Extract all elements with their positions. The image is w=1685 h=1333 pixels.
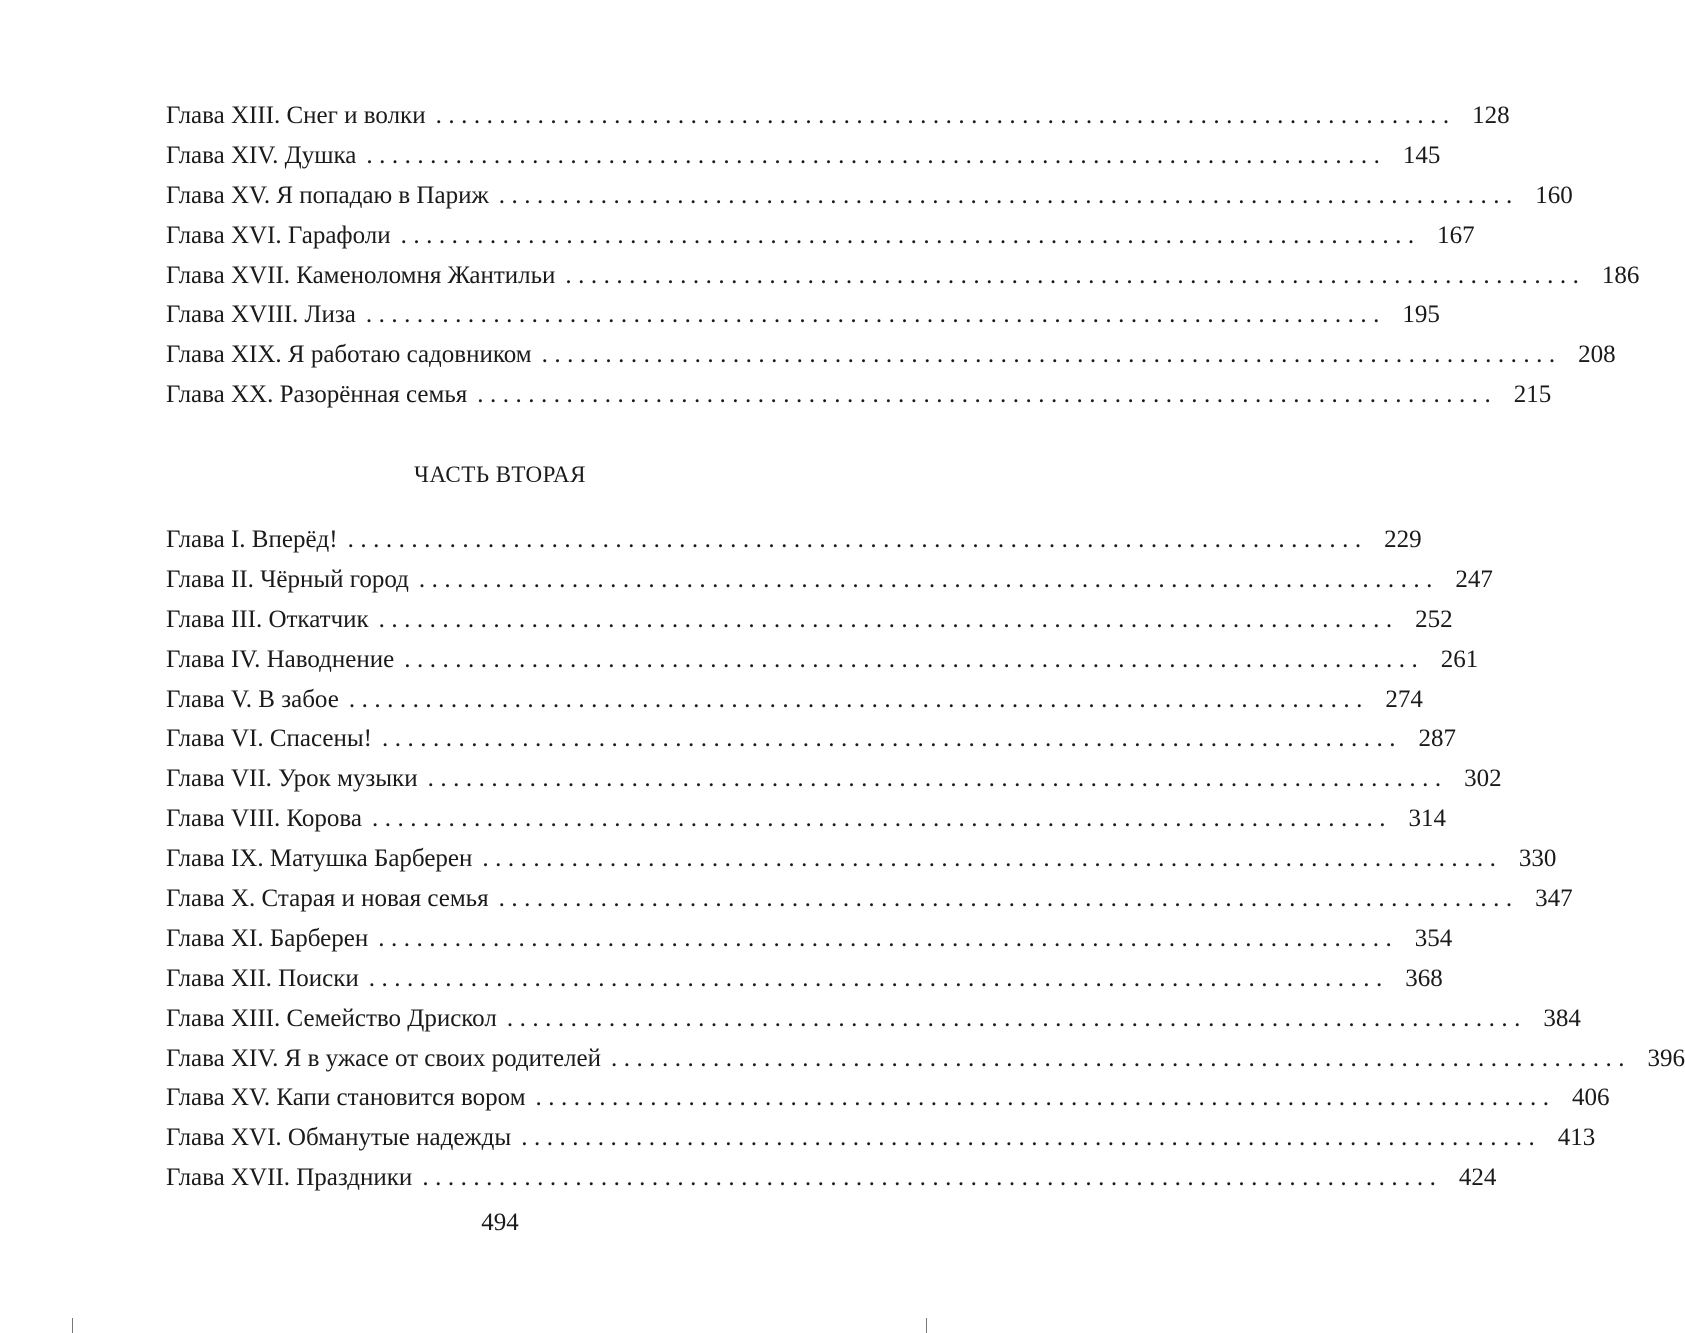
entry-title: Глава XIII. Семейство Дрискол (166, 1004, 497, 1032)
entry-page-number: 247 (1455, 565, 1493, 593)
entry-title: Глава XVIII. Лиза (166, 301, 356, 329)
entry-title: Глава VI. Спасены! (166, 725, 372, 753)
toc-entry (166, 295, 1440, 335)
entry-page-number: 406 (1572, 1084, 1610, 1112)
toc-entry (166, 216, 1475, 256)
dot-leader: ................................................................................ (435, 102, 1456, 129)
entry-title: Глава XIX. Я работаю садовником (166, 341, 532, 369)
toc-part-one (166, 96, 1640, 415)
entry-title: Глава XVII. Праздники (166, 1164, 413, 1192)
entry-title: Глава VIII. Корова (166, 805, 362, 833)
dot-leader: ................................................................................ (378, 605, 1399, 633)
toc-entry (166, 1158, 1497, 1198)
entry-page-number: 160 (1535, 181, 1573, 209)
dot-leader: ................................................................................ (418, 565, 1439, 593)
toc-part-two (166, 520, 1685, 1198)
dot-leader: ................................................................................ (541, 341, 1562, 369)
part-two-heading: ЧАСТЬ ВТОРАЯ (414, 462, 586, 487)
toc-entry (166, 1118, 1596, 1158)
toc-entry (166, 879, 1573, 919)
crop-mark-left (72, 1318, 73, 1333)
entry-title: Глава VII. Урок музыки (166, 765, 418, 793)
entry-title: Глава XV. Капи становится вором (166, 1084, 526, 1112)
entry-title: Глава XII. Поиски (166, 964, 359, 992)
entry-page-number: 128 (1472, 102, 1510, 129)
toc-entry (166, 375, 1552, 415)
dot-leader: ................................................................................ (368, 964, 1389, 992)
toc-entry (166, 839, 1557, 879)
entry-page-number: 208 (1578, 341, 1616, 369)
entry-page-number: 186 (1601, 261, 1640, 289)
page-number: 494 (481, 1209, 519, 1236)
toc-entry (166, 256, 1640, 296)
toc-entry (166, 176, 1573, 216)
toc-entry (166, 520, 1422, 560)
entry-page-number: 347 (1535, 885, 1573, 913)
crop-mark-right (926, 1318, 927, 1333)
dot-leader: ................................................................................ (365, 301, 1386, 329)
entry-page-number: 229 (1384, 526, 1422, 553)
entry-page-number: 195 (1402, 301, 1440, 329)
dot-leader: ................................................................................ (506, 1004, 1527, 1032)
entry-page-number: 167 (1437, 221, 1475, 249)
entry-page-number: 145 (1402, 141, 1441, 169)
dot-leader: ................................................................................ (535, 1084, 1556, 1112)
entry-page-number: 261 (1440, 645, 1479, 673)
entry-page-number: 252 (1415, 605, 1453, 633)
toc-entry (166, 640, 1479, 680)
dot-leader: ................................................................................ (611, 1044, 1631, 1072)
entry-title: Глава XVI. Гарафоли (166, 221, 391, 249)
entry-page-number: 314 (1408, 805, 1446, 833)
toc-entry (166, 799, 1446, 839)
entry-title: Глава III. Откатчик (166, 605, 369, 633)
dot-leader: ................................................................................ (565, 261, 1586, 289)
entry-title: Глава XIV. Я в ужасе от своих родителей (166, 1044, 601, 1072)
entry-page-number: 330 (1518, 845, 1557, 873)
dot-leader: ................................................................................ (378, 924, 1399, 952)
entry-page-number: 368 (1405, 964, 1443, 992)
dot-leader: ................................................................................ (400, 221, 1421, 249)
toc-entry (166, 1078, 1610, 1118)
dot-leader: ................................................................................ (521, 1124, 1542, 1152)
dot-leader: ................................................................................ (477, 381, 1498, 409)
entry-title: Глава IX. Матушка Барберен (166, 845, 473, 873)
entry-title: Глава X. Старая и новая семья (166, 885, 489, 913)
entry-title: Глава XX. Разорённая семья (166, 381, 468, 409)
entry-title: Глава XVI. Обманутые надежды (166, 1124, 512, 1152)
entry-page-number: 413 (1557, 1124, 1596, 1152)
dot-leader: ................................................................................ (366, 141, 1387, 169)
dot-leader: ................................................................................ (372, 805, 1392, 833)
entry-page-number: 215 (1513, 381, 1552, 409)
entry-title: Глава II. Чёрный город (166, 565, 409, 593)
entry-page-number: 424 (1458, 1164, 1497, 1192)
dot-leader: ................................................................................ (348, 685, 1369, 713)
toc-entry (166, 759, 1502, 799)
toc-entry (166, 999, 1581, 1039)
entry-page-number: 396 (1647, 1044, 1685, 1072)
toc-entry (166, 919, 1453, 959)
dot-leader: ................................................................................ (382, 725, 1402, 753)
dot-leader: ................................................................................ (427, 765, 1448, 793)
toc-entry (166, 335, 1616, 375)
entry-title: Глава XVII. Каменоломня Жантильи (166, 261, 556, 289)
entry-title: Глава XIV. Душка (166, 141, 357, 169)
entry-page-number: 384 (1543, 1004, 1581, 1032)
toc-entry (166, 600, 1453, 640)
toc-entry (166, 680, 1423, 720)
dot-leader: ................................................................................ (404, 645, 1425, 673)
entry-page-number: 287 (1418, 725, 1456, 753)
entry-title: Глава V. В забое (166, 685, 339, 713)
toc-entry (166, 719, 1456, 759)
dot-leader: ................................................................................ (498, 181, 1519, 209)
dot-leader: ................................................................................ (422, 1164, 1443, 1192)
toc-entry (166, 96, 1510, 136)
entry-title: Глава XI. Барберен (166, 924, 369, 952)
toc-entry (166, 560, 1493, 600)
entry-title: Глава I. Вперёд! (166, 526, 338, 553)
entry-title: Глава IV. Наводнение (166, 645, 395, 673)
dot-leader: ................................................................................ (347, 526, 1368, 553)
dot-leader: ................................................................................ (482, 845, 1503, 873)
toc-entry (166, 136, 1441, 176)
toc-entry (166, 959, 1443, 999)
entry-page-number: 302 (1464, 765, 1502, 793)
entry-title: Глава XIII. Снег и волки (166, 102, 426, 129)
dot-leader: ................................................................................ (498, 885, 1519, 913)
entry-page-number: 354 (1414, 924, 1453, 952)
toc-entry (166, 1039, 1685, 1079)
entry-page-number: 274 (1385, 685, 1423, 713)
entry-title: Глава XV. Я попадаю в Париж (166, 181, 489, 209)
